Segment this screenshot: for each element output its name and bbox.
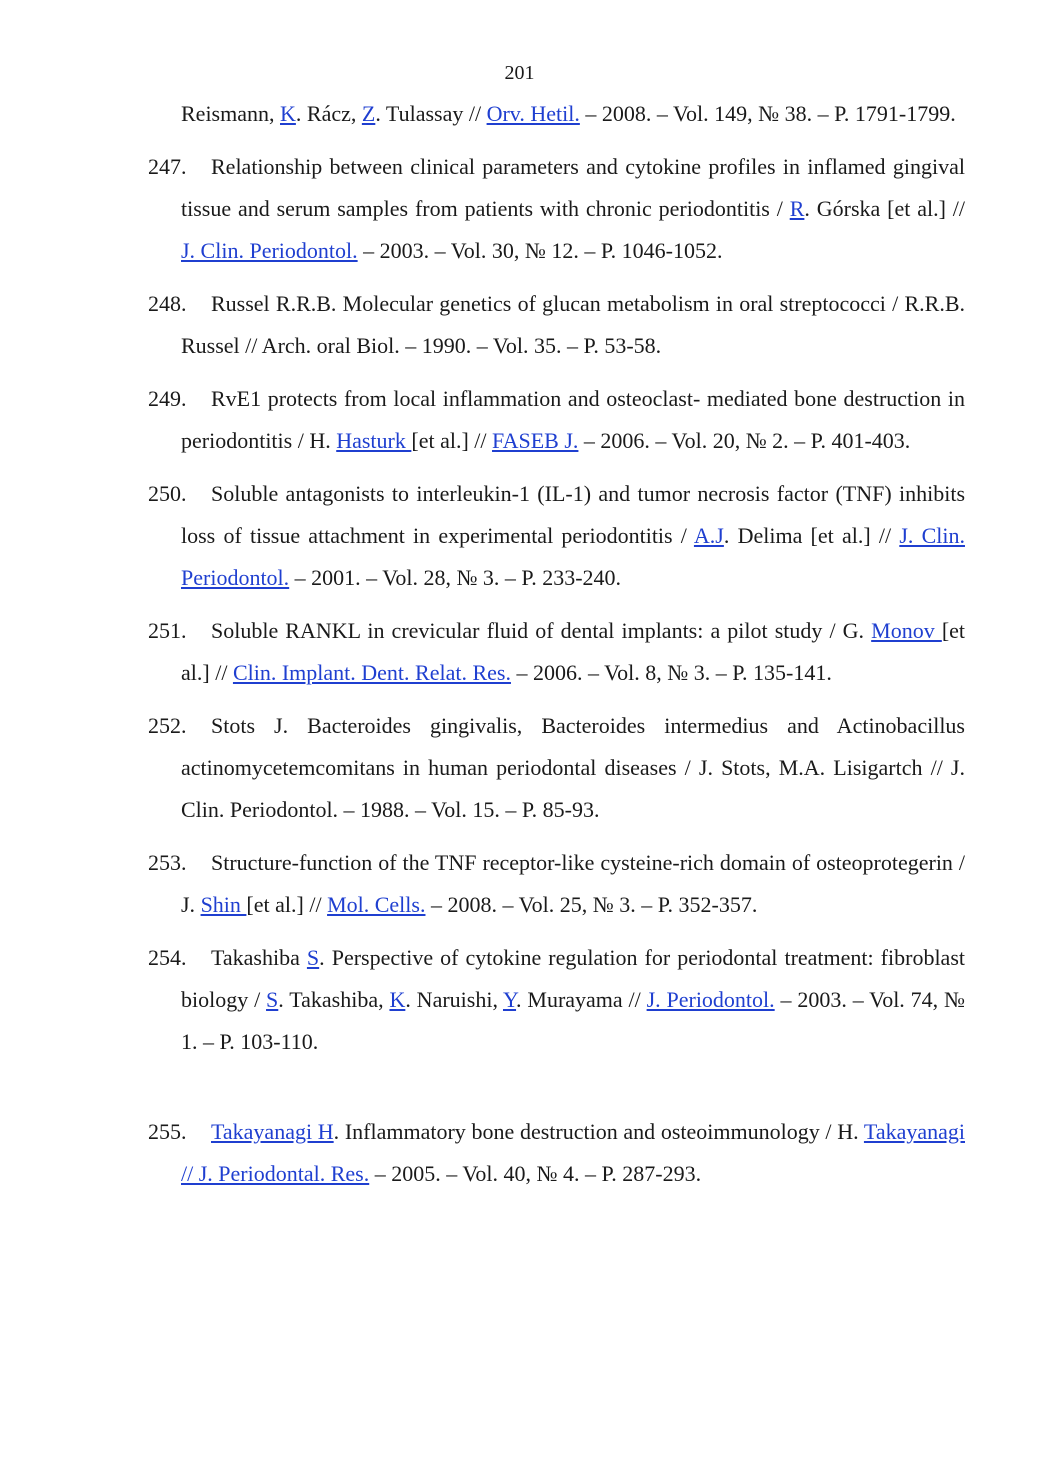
- reference-number: 252.: [148, 713, 187, 738]
- reference-text: Soluble RANKL in crevicular fluid of dental implants: a pilot study / G.: [211, 618, 872, 643]
- reference-text: . Murayama //: [516, 987, 647, 1012]
- page-number: 201: [504, 62, 535, 84]
- reference-number: 250.: [148, 481, 187, 506]
- reference-number: 249.: [148, 386, 187, 411]
- reference-link[interactable]: J. Clin. Periodontol.: [181, 523, 965, 590]
- reference-item: [148, 146, 965, 272]
- reference-text: – 2001. – Vol. 28, № 3. – P. 233-240.: [289, 565, 622, 590]
- reference-link[interactable]: FASEB J.: [492, 428, 579, 453]
- reference-item: [148, 937, 965, 1063]
- reference-item: [148, 610, 965, 694]
- reference-item: [148, 1111, 965, 1195]
- reference-item: [148, 378, 965, 462]
- reference-text: RvE1 protects from local inflammation and osteoclast- mediated bone destruction in periodontitis / H.: [181, 386, 965, 453]
- reference-link[interactable]: Y: [502, 987, 517, 1012]
- reference-text: . Delima [et al.] //: [723, 523, 900, 548]
- reference-link[interactable]: J. Clin. Periodontol.: [181, 238, 358, 263]
- reference-list: [148, 93, 965, 1206]
- reference-text: . Rácz,: [295, 101, 362, 126]
- reference-text: – 2008. – Vol. 25, № 3. – P. 352-357.: [425, 892, 758, 917]
- reference-item: [148, 473, 965, 599]
- reference-text: [et al.] //: [411, 428, 493, 453]
- reference-link[interactable]: Orv. Hetil.: [486, 101, 580, 126]
- reference-continuation: [148, 93, 965, 135]
- reference-number: 254.: [148, 945, 187, 970]
- reference-text: [et al.] //: [246, 892, 328, 917]
- reference-link[interactable]: Shin: [200, 892, 247, 917]
- reference-text: – 2003. – Vol. 74, № 1. – P. 103-110.: [181, 987, 965, 1054]
- reference-link[interactable]: S: [266, 987, 279, 1012]
- reference-item: [148, 283, 965, 367]
- reference-link[interactable]: Mol. Cells.: [327, 892, 426, 917]
- reference-item: [148, 842, 965, 926]
- reference-link[interactable]: K: [280, 101, 296, 126]
- reference-text: . Takashiba,: [278, 987, 390, 1012]
- reference-link[interactable]: Clin. Implant. Dent. Relat. Res.: [232, 660, 511, 685]
- reference-link[interactable]: Takayanagi H: [211, 1119, 334, 1144]
- reference-text: Soluble antagonists to interleukin-1 (IL-1) and tumor necrosis factor (TNF) inhibits loss of tissue attachment in experimental periodontitis /: [181, 481, 965, 548]
- reference-number: 251.: [148, 618, 187, 643]
- reference-text: Reismann,: [181, 101, 280, 126]
- reference-text: – 2003. – Vol. 30, № 12. – P. 1046-1052.: [357, 238, 723, 263]
- reference-text: Russel R.R.B. Molecular genetics of glucan metabolism in oral streptococci / R.R.B. Russel // Arch. oral Biol. – 1990. – Vol. 35. – P. 53-58.: [181, 291, 965, 358]
- reference-link[interactable]: Monov: [871, 618, 942, 643]
- reference-link[interactable]: Hasturk: [336, 428, 412, 453]
- reference-text: Takashiba: [211, 945, 307, 970]
- reference-link[interactable]: Takayanagi // J. Periodontal. Res.: [181, 1119, 965, 1186]
- reference-link[interactable]: S: [306, 945, 320, 970]
- reference-text: . Naruishi,: [405, 987, 503, 1012]
- reference-text: – 2008. – Vol. 149, № 38. – P. 1791-1799.: [579, 101, 956, 126]
- reference-link[interactable]: J. Periodontol.: [646, 987, 775, 1012]
- reference-text: . Perspective of cytokine regulation for periodontal treatment: fibroblast biology /: [181, 945, 965, 1012]
- reference-text: Structure-function of the TNF receptor-like cysteine-rich domain of osteoprotegerin / J.: [181, 850, 965, 917]
- reference-text: Relationship between clinical parameters and cytokine profiles in inflamed gingival tissue and serum samples from patients with chronic periodontitis /: [181, 154, 965, 221]
- reference-number: 255.: [148, 1119, 187, 1144]
- reference-number: 248.: [148, 291, 187, 316]
- reference-text: – 2005. – Vol. 40, № 4. – P. 287-293.: [369, 1161, 702, 1186]
- reference-link[interactable]: Z: [361, 101, 376, 126]
- reference-link[interactable]: A.J: [693, 523, 724, 548]
- reference-text: . Inflammatory bone destruction and osteoimmunology / H.: [333, 1119, 864, 1144]
- reference-number: 247.: [148, 154, 187, 179]
- reference-text: [et al.] //: [181, 618, 966, 685]
- reference-text: . Górska [et al.] //: [804, 196, 965, 221]
- reference-link[interactable]: R: [789, 196, 805, 221]
- reference-text: . Tulassay //: [375, 101, 487, 126]
- reference-number: 253.: [148, 850, 187, 875]
- reference-text: – 2006. – Vol. 20, № 2. – P. 401-403.: [578, 428, 911, 453]
- reference-text: Stots J. Bacteroides gingivalis, Bacteroides intermedius and Actinobacillus actinomycetemcomitans in human periodontal diseases / J. Stots, M.A. Lisigartch // J. Clin. Periodontol. – 1988. – Vol. 15. – P. 85-93.: [181, 713, 965, 822]
- reference-text: – 2006. – Vol. 8, № 3. – P. 135-141.: [510, 660, 832, 685]
- reference-item: [148, 705, 965, 831]
- reference-link[interactable]: K: [389, 987, 406, 1012]
